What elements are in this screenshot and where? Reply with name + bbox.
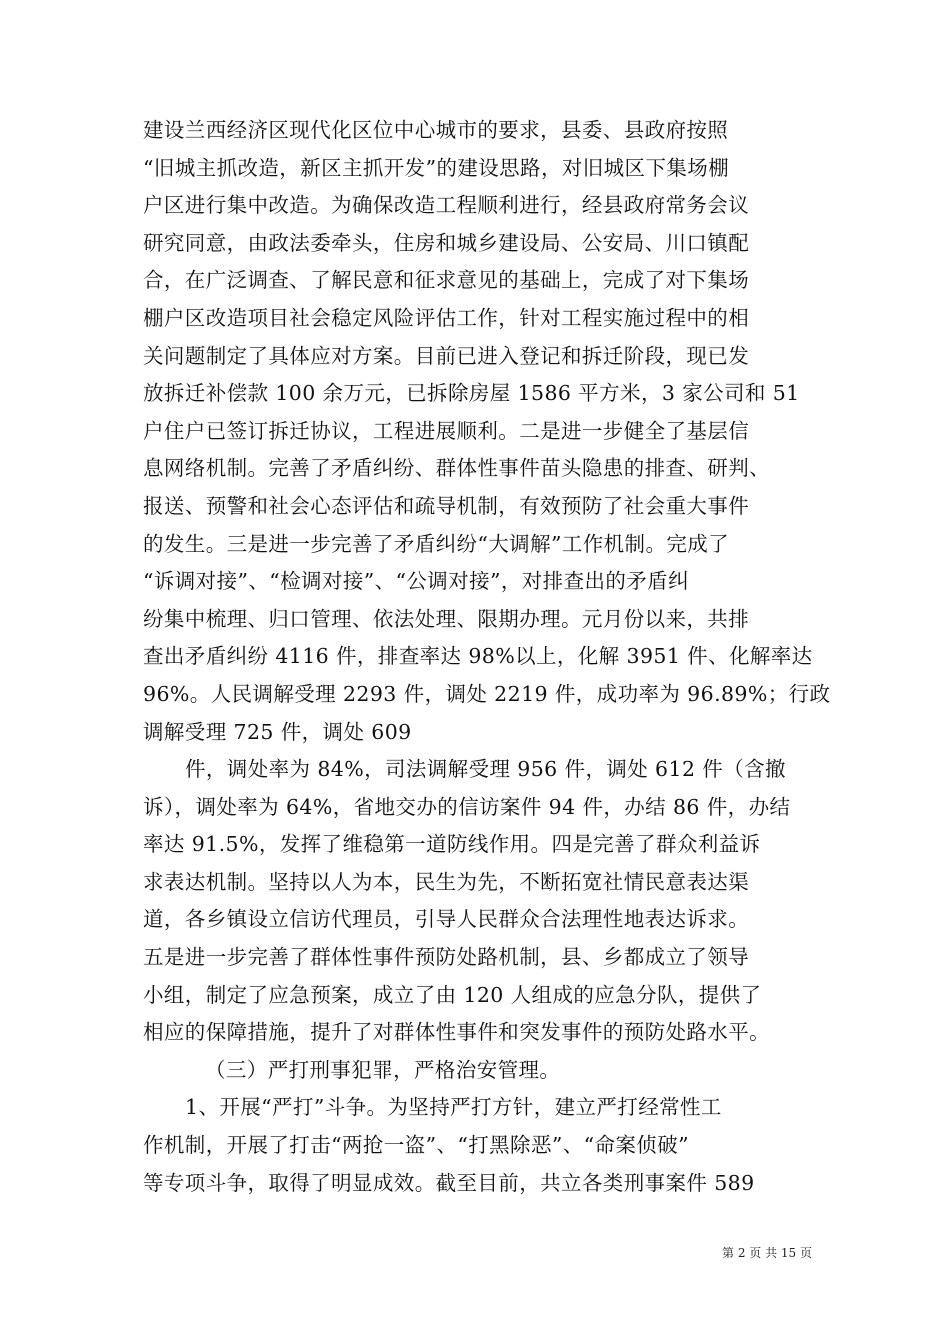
- text-line: 息网络机制。完善了矛盾纠纷、群体性事件苗头隐患的排查、研判、: [143, 456, 770, 481]
- text-line: 诉），调处率为 64%，省地交办的信访案件 94 件，办结 86 件，办结: [143, 794, 791, 819]
- section-heading: （三）严打刑事犯罪，严格治安管理。: [205, 1057, 561, 1082]
- text-line: 合，在广泛调查、了解民意和征求意见的基础上，完成了对下集场: [143, 268, 750, 293]
- text-line: 研究同意，由政法委牵头，住房和城乡建设局、公安局、川口镇配: [143, 230, 750, 255]
- text-line: 纷集中梳理、归口管理、依法处理、限期办理。元月份以来，共排: [143, 606, 750, 631]
- text-line: 关问题制定了具体应对方案。目前已进入登记和拆迁阶段，现已发: [143, 343, 750, 368]
- text-line: 户住户已签订拆迁协议，工程进展顺利。二是进一步健全了基层信: [143, 418, 750, 443]
- text-line: 五是进一步完善了群体性事件预防处路机制，县、乡都成立了领导: [143, 945, 750, 970]
- text-line: 1、开展“严打”斗争。为坚持严打方针，建立严打经常性工: [185, 1095, 722, 1120]
- text-line: 调解受理 725 件，调处 609: [143, 719, 412, 744]
- text-line: 户区进行集中改造。为确保改造工程顺利进行，经县政府常务会议: [143, 193, 750, 218]
- text-line: 建设兰西经济区现代化区位中心城市的要求，县委、县政府按照: [143, 118, 729, 142]
- document-body: [143, 112, 831, 1202]
- text-line: 棚户区改造项目社会稳定风险评估工作，针对工程实施过程中的相: [143, 305, 750, 330]
- text-line: 作机制，开展了打击“两抢一盗”、“打黑除恶”、“命案侦破”: [143, 1133, 689, 1158]
- text-line: 的发生。三是进一步完善了矛盾纠纷“大调解”工作机制。完成了: [143, 531, 730, 556]
- text-line: “诉调对接”、“检调对接”、“公调对接”，对排查出的矛盾纠: [143, 569, 689, 594]
- text-line: “旧城主抓改造，新区主抓开发”的建设思路，对旧城区下集场棚: [143, 155, 730, 180]
- text-line: 报送、预警和社会心态评估和疏导机制，有效预防了社会重大事件: [143, 493, 750, 518]
- text-line: 放拆迁补偿款 100 余万元，已拆除房屋 1586 平方米，3 家公司和 51: [143, 381, 800, 406]
- text-line: 率达 91.5%，发挥了维稳第一道防线作用。四是完善了群众利益诉: [143, 832, 761, 857]
- text-line: 件，调处率为 84%，司法调解受理 956 件，调处 612 件（含撤: [185, 757, 786, 782]
- page-number: 第 2 页 共 15 页: [722, 1246, 812, 1260]
- text-line: 求表达机制。坚持以人为本，民生为先，不断拓宽社情民意表达渠: [143, 869, 750, 894]
- text-line: 等专项斗争，取得了明显成效。截至目前，共立各类刑事案件 589: [143, 1170, 755, 1195]
- text-line: 道，各乡镇设立信访代理员，引导人民群众合法理性地表达诉求。: [143, 907, 750, 932]
- text-line: 小组，制定了应急预案，成立了由 120 人组成的应急分队，提供了: [143, 982, 762, 1007]
- text-line: 相应的保障措施，提升了对群体性事件和突发事件的预防处路水平。: [143, 1020, 770, 1045]
- text-line: 查出矛盾纠纷 4116 件，排查率达 98%以上，化解 3951 件、化解率达: [143, 644, 813, 669]
- text-line: 96%。人民调解受理 2293 件，调处 2219 件，成功率为 96.89%；行政: [143, 681, 831, 706]
